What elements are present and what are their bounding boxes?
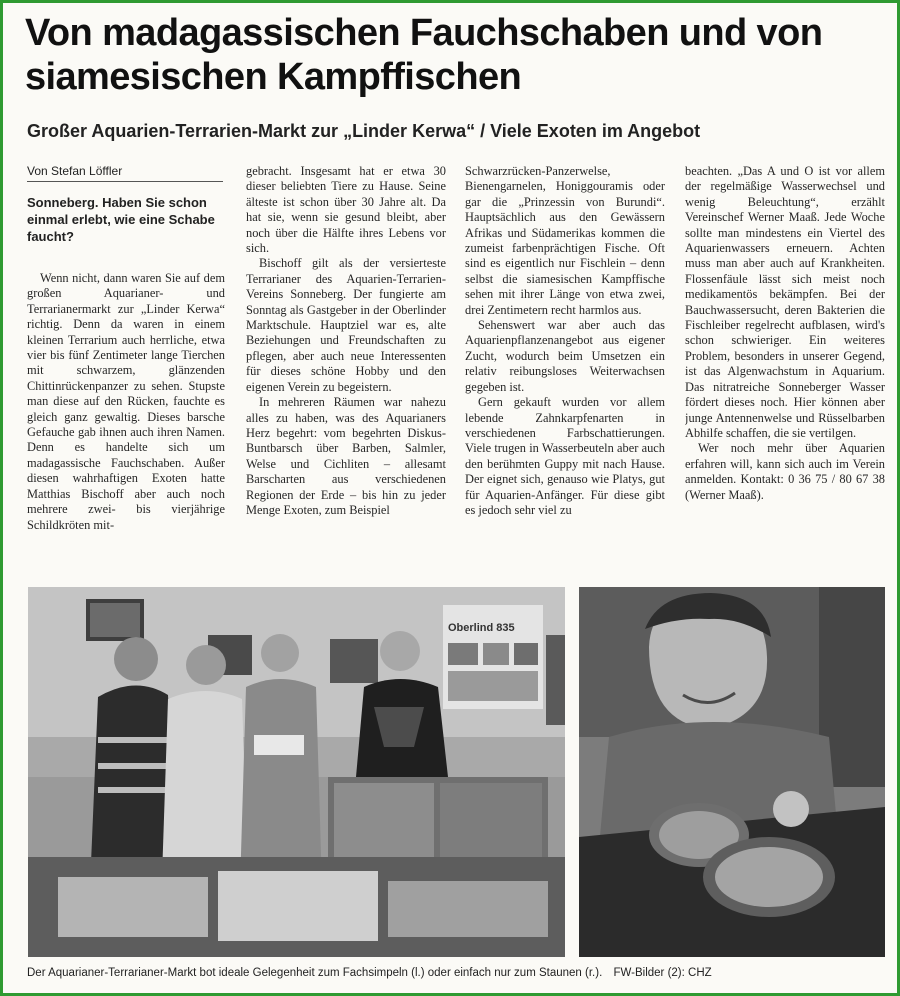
paragraph: Gern gekauft wurden vor allem lebende Zahnkarpfenarten in verschiedenen Farbschattierungen. Viele trugen in Wasserbeuteln aber auch den berühmten Guppy mit nach Hause. Der eignet sich, genauso wie Platys, gut für Aquarien-Anfänger. Für diese gibt es jedoch sehr viel zu: [465, 395, 665, 517]
author-byline: Von Stefan Löffler: [27, 164, 223, 182]
photo-market-scene: [28, 587, 565, 957]
paragraph: Wer noch mehr über Aquarien erfahren will, kann sich auch im Verein anmelden. Kontakt: 0 36 75 / 80 67 38 (Werner Maaß).: [685, 441, 885, 502]
article-subheadline: Großer Aquarien-Terrarien-Markt zur „Linder Kerwa“ / Viele Exoten im Angebot: [27, 121, 701, 141]
oberlind-sign: Oberlind 835: [448, 622, 515, 634]
paragraph: Schwarzrücken-Panzerwelse, Bienengarnelen, Honiggouramis oder gar die „Prinzessin von Burundi“. Hauptsächlich aus den Gewässern Afrikas und Südamerikas kommen die zumeist farbenprächtigen Fische. Oft sind es eigentlich nur Fischlein – denn selbst die siamesischen Kampffische sehen mit ihrer Länge von etwa zwei, drei Zentimetern recht harmlos aus.: [465, 164, 665, 317]
paragraph: Bischoff gilt als der versierteste Terrarianer des Aquarien-Terrarien-Vereins Sonneberg. Der fungierte am Sonntag als Gastgeber in der Oberlinder Marktschule. Hauptziel war es, alte Beziehungen und Freundschaften zu pflegen, aber auch neue Interessenten für dieses schöne Hobby und den eigenen Verein zu begeistern.: [246, 256, 446, 394]
paragraph: beachten. „Das A und O ist vor allem der regelmäßige Wasserwechsel und wenig Beleuchtung“, erzählt Vereinschef Werner Maaß. Jede Woche sollte man mindestens ein Viertel des Aquarienwassers erneuern. Achten muss man aber auch auf Krankheiten. Flossenfäule lässt sich meist noch medikamentös bekämpfen. Bei der Bauchwassersucht, deren Bakterien die Fischleiber regelrecht aufblasen, wird's schon schwieriger. Ein weiteres Problem, besonders in unserer Gegend, ist das Algenwachstum in Aquarium. Das nitratreiche Sonneberger Wasser fördert dieses noch. Hier können aber junge Antennenwelse und Rüsselbarben Abhilfe schaffen, die sie vertilgen.: [685, 164, 885, 440]
paragraph: Sehenswert war aber auch das Aquarienpflanzenangebot aus eigener Zucht, wodurch beim Umsetzen ein relativ reibungsloses Weiterwachsen gegeben ist.: [465, 318, 665, 394]
text-column-1: [27, 271, 225, 583]
caption-text: Der Aquarianer-Terrarianer-Markt bot ideale Gelegenheit zum Fachsimpeln (l.) oder einfach nur zum Staunen (r.).: [27, 967, 603, 979]
photo-credit: FW-Bilder (2): CHZ: [613, 967, 712, 979]
paragraph: gebracht. Insgesamt hat er etwa 30 dieser beliebten Tiere zu Hause. Seine älteste ist schon über 30 Jahre alt. Da hat sie, wenn sie gesund bleibt, aber noch über die Hälfte ihres Lebens vor sich.: [246, 164, 446, 256]
photo-caption: [27, 967, 887, 979]
photo-boy-with-tortoises: [579, 587, 885, 957]
text-column-3: [465, 164, 665, 584]
article-headline: Von madagassischen Fauchschaben und von siamesischen Kampffischen: [25, 12, 823, 98]
paragraph: Wenn nicht, dann waren Sie auf dem großen Aquarianer- und Terrarianermarkt zur „Linder Kerwa“ richtig. Denn da waren in einem kleinen Terrarium auch herrliche, etwa vier bis fünf Zentimeter lange Tierchen mit schwarzem, glänzenden Chittinrückenpanzer zu sehen. Stupste man diese auf den Rücken, fauchte es gleich ganz gewaltig. Dieses barsche Gefauche gab ihnen auch ihren Namen. Denn es handelte sich um madagassische Fauchschaben. Außer diesen wahrhaftigen Exoten hatte Matthias Bischoff aber auch noch mehrere zwei- bis vierjährige Schildkröten mit-: [27, 271, 225, 532]
text-column-2: [246, 164, 446, 584]
article-lead: Sonneberg. Haben Sie schon einmal erlebt, wie eine Schabe faucht?: [27, 195, 215, 244]
paragraph: In mehreren Räumen war nahezu alles zu haben, was des Aquarianers Herz begehrt: vom begehrten Diskus-Buntbarsch über Barben, Salmler, Welse und Cichliten – allesamt Barscharten aus verschiedenen Regionen der Erde – bis hin zu jeder Menge Exoten, zum Beispiel: [246, 395, 446, 517]
text-column-4: [685, 164, 885, 584]
